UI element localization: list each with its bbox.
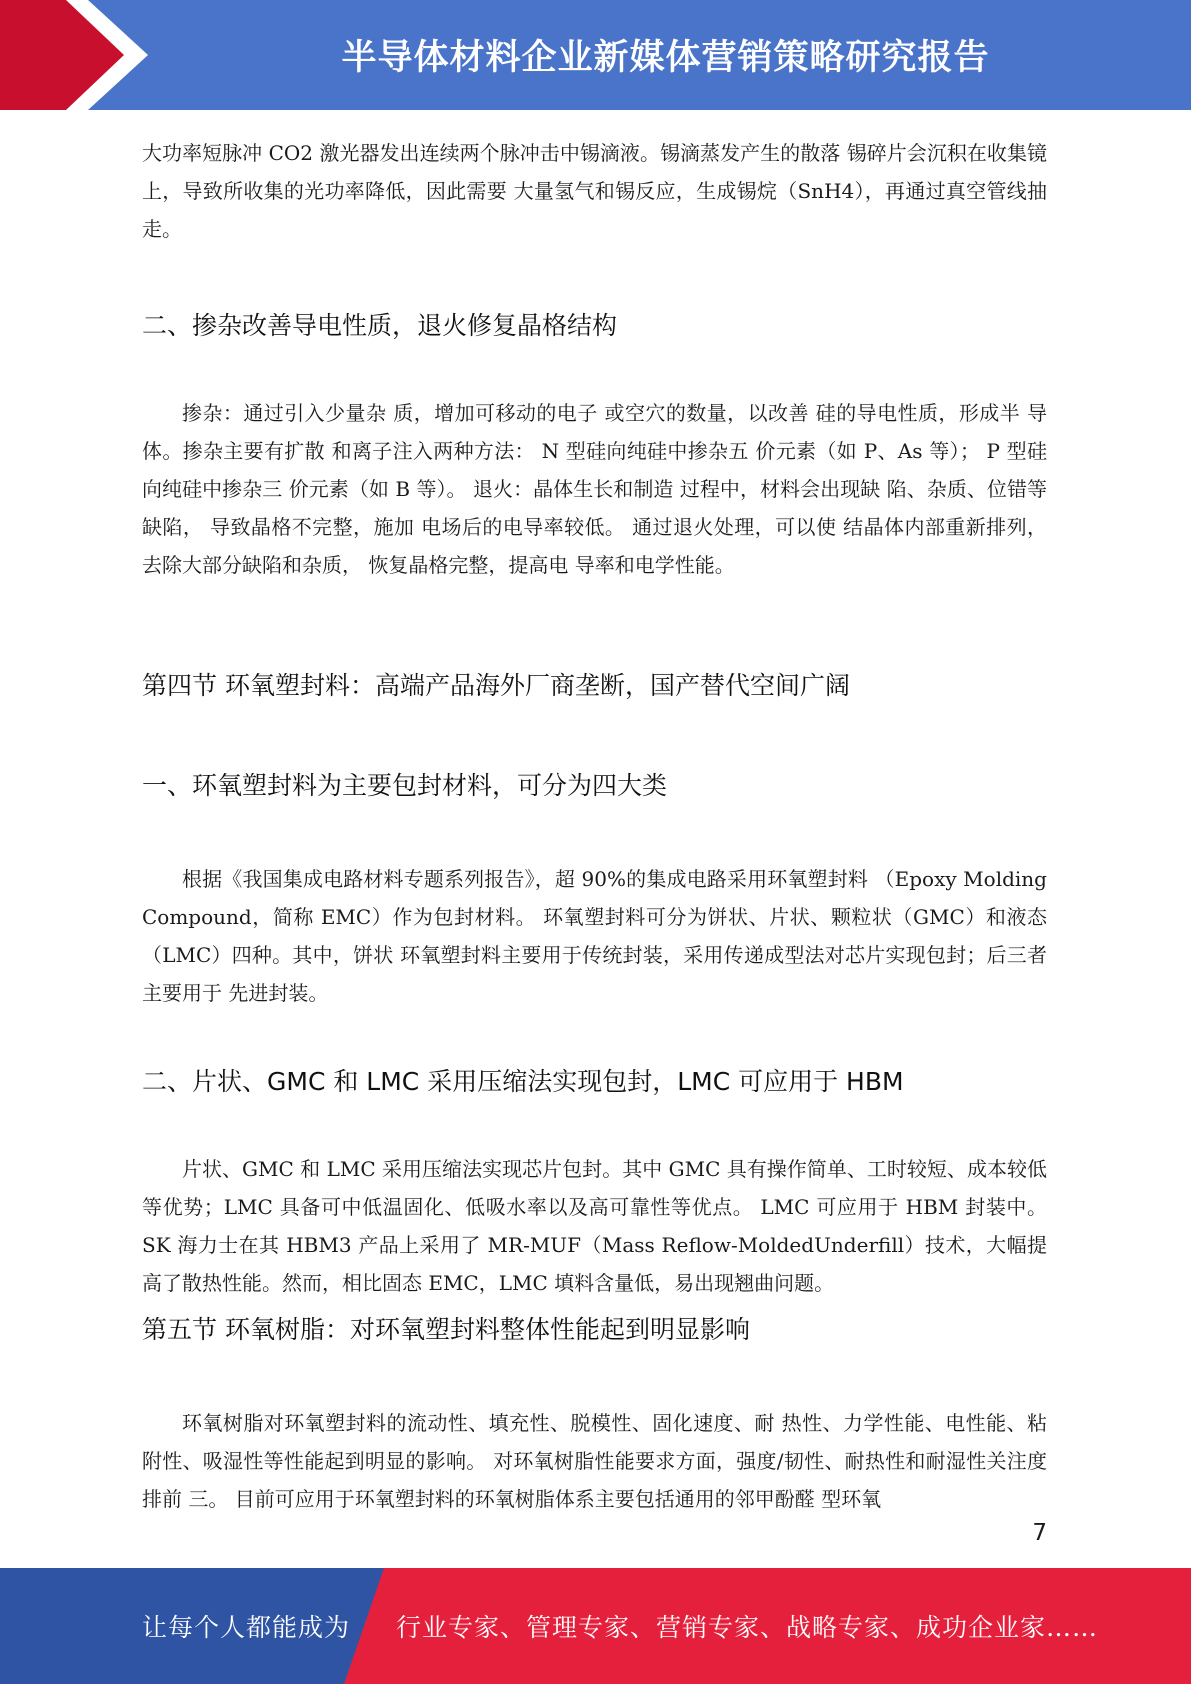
paragraph-doping-annealing: 掺杂：通过引入少量杂 质，增加可移动的电子 或空穴的数量，以改善 硅的导电性质，形成半 导体。掺杂主要有扩散 和离子注入两种方法： N 型硅向纯硅中掺杂五 价元素（如 P、As 等）； P 型硅向纯硅中掺杂三 价元素（如 B 等）。 退火：晶体生长和制造 过程中，材料会出现缺 陷、杂质、位错等缺陷， 导致晶格不完整，施加 电场后的电导率较低。 通过退火处理，可以使 结晶体内部重新排列， 去除大部分缺陷和杂质， 恢复晶格完整，提高电 导率和电学性能。: [142, 401, 1047, 577]
footer-slogan-left: 让每个人都能成为: [142, 1613, 351, 1642]
paragraph-epoxy-resin: 环氧树脂对环氧塑封料的流动性、填充性、脱模性、固化速度、耐 热性、力学性能、电性能、粘附性、吸湿性等性能起到明显的影响。 对环氧树脂性能要求方面，强度/韧性、耐热性和耐湿性关注度排前 三。 目前可应用于环氧塑封料的环氧树脂体系主要包括通用的邻甲酚醛 型环氧: [142, 1411, 1047, 1511]
footer-banner: [0, 1568, 1191, 1684]
header-arrow-decoration: [0, 0, 160, 110]
footer-slogan-right: 行业专家、管理专家、营销专家、战略专家、成功企业家……: [396, 1613, 1099, 1642]
page-number: 7: [1032, 1520, 1047, 1546]
report-title: 半导体材料企业新媒体营销策略研究报告: [341, 38, 990, 78]
paragraph-emc-types: 根据《我国集成电路材料专题系列报告》，超 90%的集成电路采用环氧塑封料 （Epoxy Molding Compound，简称 EMC）作为包封材料。 环氧塑封料可分为饼状、片状、颗粒状（GMC）和液态（LMC）四种。其中，饼状 环氧塑封料主要用于传统封装，采用传递成型法对芯片实现包封；后三者主要用于 先进封装。: [142, 867, 1047, 1005]
paragraph-compression-molding: 片状、GMC 和 LMC 采用压缩法实现芯片包封。其中 GMC 具有操作简单、工时较短、成本较低等优势；LMC 具备可中低温固化、低吸水率以及高可靠性等优点。 LMC 可应用于 HBM 封装中。SK 海力士在其 HBM3 产品上采用了 MR-MUF（Mass Reflow-MoldedUnderfill）技术，大幅提高了散热性能。然而，相比固态 EMC，LMC 填料含量低，易出现翘曲问题。: [142, 1157, 1047, 1295]
chapter-heading-emc: 第四节 环氧塑封料：高端产品海外厂商垄断，国产替代空间广阔: [142, 671, 850, 700]
page-content: [142, 134, 1047, 1518]
paragraph-euv-tin: 大功率短脉冲 CO2 激光器发出连续两个脉冲击中锡滴液。锡滴蒸发产生的散落 锡碎片会沉积在收集镜上，导致所收集的光功率降低，因此需要 大量氢气和锡反应，生成锡烷（SnH4），再通过真空管线抽走。: [142, 141, 1047, 241]
header-banner: [0, 0, 1191, 110]
chapter-heading-epoxy-resin: 第五节 环氧树脂：对环氧塑封料整体性能起到明显影响: [142, 1315, 750, 1344]
section-heading-doping: 二、掺杂改善导电性质，退火修复晶格结构: [142, 311, 618, 340]
section-heading-emc-types: 一、环氧塑封料为主要包封材料，可分为四大类: [142, 771, 668, 800]
section-heading-compression: 二、片状、GMC 和 LMC 采用压缩法实现包封，LMC 可应用于 HBM: [142, 1067, 904, 1096]
